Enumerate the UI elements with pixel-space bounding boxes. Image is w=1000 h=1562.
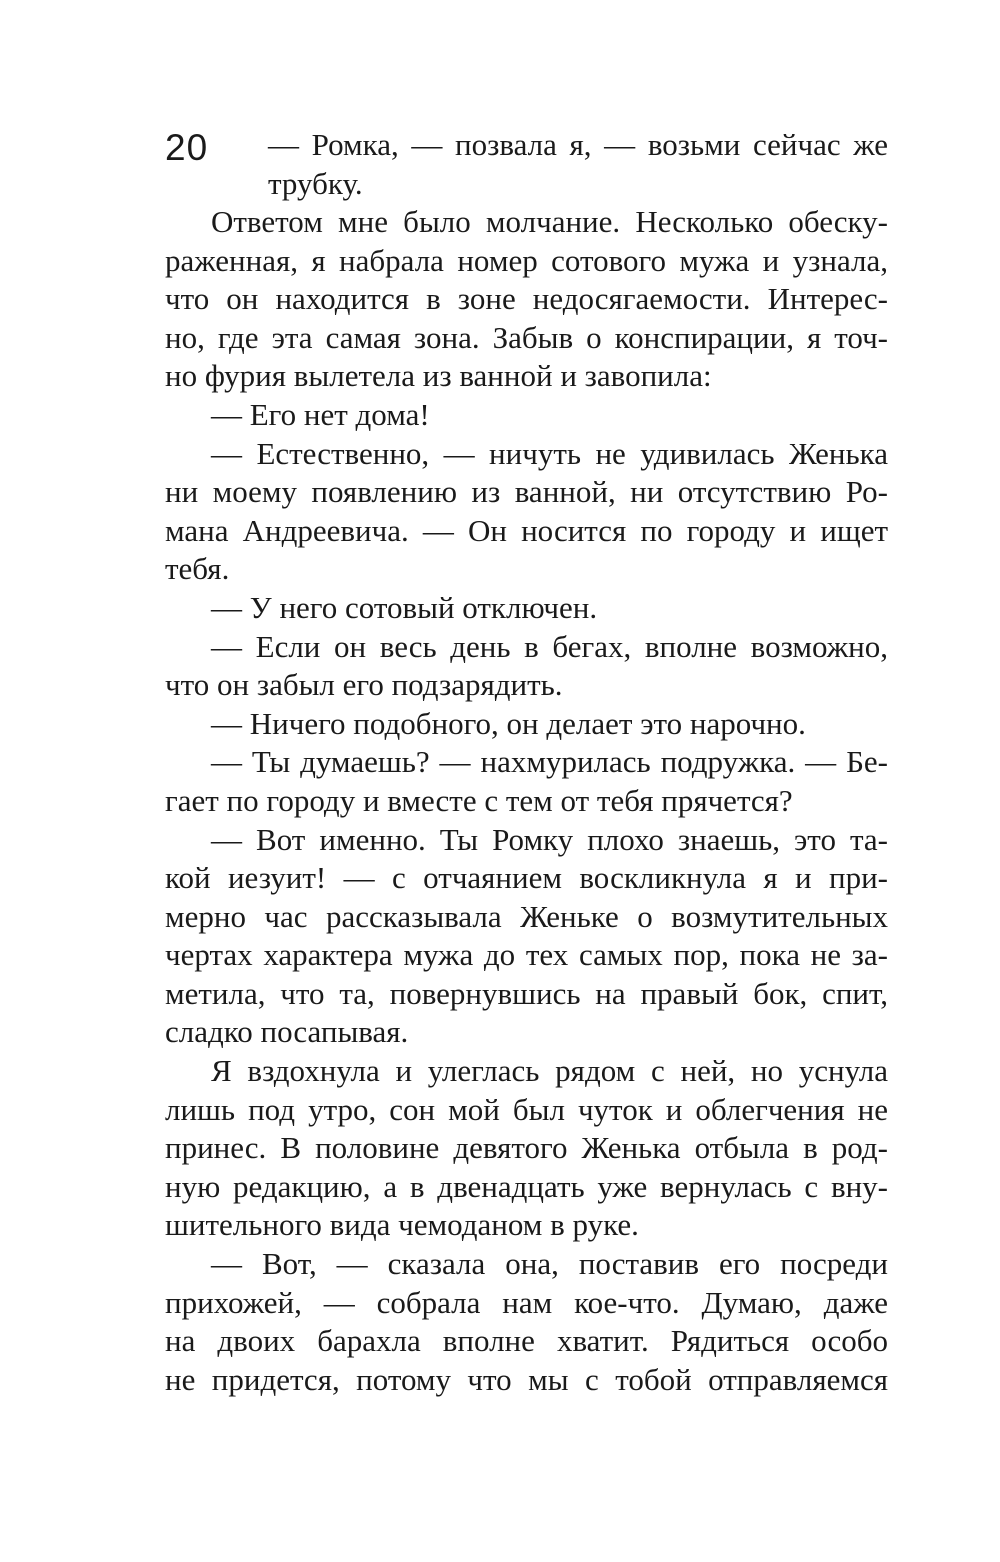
text-line: чертах характера мужа до тех самых пор, пока не за-	[165, 937, 888, 973]
opening-paragraph	[268, 126, 888, 203]
text-line: что он забыл его подзарядить.	[165, 667, 563, 703]
text-line: — Вот, — сказала она, поставив его посреди	[211, 1246, 888, 1282]
text-line: мана Андреевича. — Он носится по городу и ищет	[165, 512, 888, 548]
text-line: принес. В половине девятого Женька отбыла в род-	[165, 1130, 888, 1166]
text-line: — Ты думаешь? — нахмурилась подружка. — Бе-	[211, 744, 888, 780]
text-line: сладко посапывая.	[165, 1014, 409, 1050]
text-line: не придется, потому что мы с тобой отправляемся	[165, 1361, 888, 1397]
text-line: — У него сотовый отключен.	[211, 589, 598, 625]
text-line: — Ничего подобного, он делает это нарочно.	[211, 705, 806, 741]
text-line: — Ромка, — позвала я, — возьми сейчас же	[268, 127, 888, 162]
text-line: гает по городу и вместе с тем от тебя прячется?	[165, 782, 793, 818]
page-number: 20	[165, 127, 209, 168]
text-line: — Вот именно. Ты Ромку плохо знаешь, это та-	[211, 821, 888, 857]
text-line: Я вздохнула и улеглась рядом с ней, но уснула	[211, 1053, 888, 1089]
text-line: — Естественно, — ничуть не удивилась Женька	[211, 435, 888, 471]
text-line: шительного вида чемоданом в руке.	[165, 1207, 639, 1243]
text-line: что он находится в зоне недосягаемости. Интерес-	[165, 281, 888, 317]
text-line: — Его нет дома!	[211, 396, 430, 432]
text-line: на двоих барахла вполне хватит. Рядиться особо	[165, 1323, 888, 1359]
text-line: прихожей, — собрала нам кое-что. Думаю, даже	[165, 1284, 888, 1320]
body-text	[165, 203, 888, 1399]
text-line: ни моему появлению из ванной, ни отсутствию Ро-	[165, 474, 888, 510]
text-line: мерно час рассказывала Женьке о возмутительных	[165, 898, 888, 934]
text-line: трубку.	[268, 165, 363, 201]
text-line: кой иезуит! — с отчаянием воскликнула я и при-	[165, 860, 888, 896]
text-line: Ответом мне было молчание. Несколько обеску-	[211, 204, 888, 239]
text-line: раженная, я набрала номер сотового мужа и узнала,	[165, 242, 888, 278]
text-line: но фурия вылетела из ванной и завопила:	[165, 358, 712, 394]
text-line: метила, что та, повернувшись на правый бок, спит,	[165, 975, 888, 1011]
text-line: но, где эта самая зона. Забыв о конспирации, я точ-	[165, 319, 888, 355]
text-line: лишь под утро, сон мой был чуток и облегчения не	[165, 1091, 888, 1127]
text-line: ную редакцию, а в двенадцать уже вернулась с вну-	[165, 1168, 888, 1204]
text-line: тебя.	[165, 551, 230, 587]
text-line: — Если он весь день в бегах, вполне возможно,	[211, 628, 888, 664]
